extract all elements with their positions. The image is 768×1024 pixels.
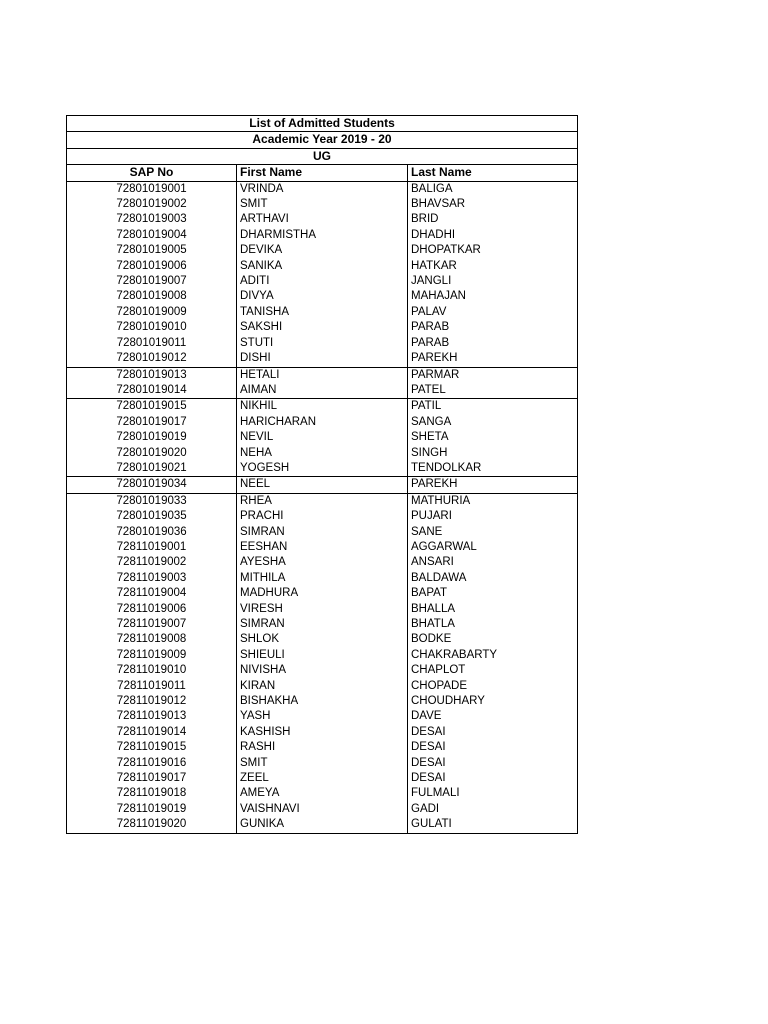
first-name-cell: NEVIL [237,430,408,445]
table-row [67,709,578,724]
last-name-cell: PATIL [408,399,578,415]
last-name-cell: SANE [408,525,578,540]
table-row [67,663,578,678]
sap-no-cell: 72801019003 [67,212,237,227]
sap-no-cell: 72801019009 [67,305,237,320]
table-row [67,617,578,632]
sap-no-cell: 72811019001 [67,540,237,555]
table-row [67,509,578,524]
sap-no-cell: 72801019034 [67,477,237,493]
first-name-cell: SAKSHI [237,320,408,335]
table-row [67,694,578,709]
sap-no-cell: 72801019014 [67,383,237,399]
last-name-cell: AGGARWAL [408,540,578,555]
first-name-cell: DIVYA [237,289,408,304]
first-name-cell: ADITI [237,274,408,289]
last-name-cell: BAPAT [408,586,578,601]
last-name-cell: PUJARI [408,509,578,524]
last-name-cell: HATKAR [408,259,578,274]
first-name-cell: SMIT [237,197,408,212]
table-row [67,212,578,227]
sap-no-cell: 72801019017 [67,415,237,430]
last-name-cell: DESAI [408,771,578,786]
sap-no-cell: 72811019016 [67,756,237,771]
table-row [67,756,578,771]
last-name-cell: SANGA [408,415,578,430]
first-name-cell: HARICHARAN [237,415,408,430]
last-name-cell: PALAV [408,305,578,320]
admitted-students-table [66,115,578,834]
table-row [67,477,578,493]
table-row [67,259,578,274]
table-row [67,399,578,415]
sap-no-cell: 72801019012 [67,351,237,367]
sap-no-cell: 72811019002 [67,555,237,570]
last-name-cell: CHAKRABARTY [408,648,578,663]
column-header-sap-no: SAP No [67,165,237,181]
table-row [67,555,578,570]
sap-no-cell: 72811019009 [67,648,237,663]
document-title: List of Admitted Students [67,116,578,132]
last-name-cell: DHADHI [408,228,578,243]
last-name-cell: BRID [408,212,578,227]
sap-no-cell: 72801019035 [67,509,237,524]
first-name-cell: RASHI [237,740,408,755]
first-name-cell: MADHURA [237,586,408,601]
table-row [67,602,578,617]
table-row [67,725,578,740]
first-name-cell: SMIT [237,756,408,771]
column-header-first-name: First Name [237,165,408,181]
last-name-cell: GULATI [408,817,578,833]
first-name-cell: SHIEULI [237,648,408,663]
last-name-cell: BHALLA [408,602,578,617]
last-name-cell: BALDAWA [408,571,578,586]
table-row [67,525,578,540]
sap-no-cell: 72801019020 [67,446,237,461]
table-row [67,771,578,786]
last-name-cell: FULMALI [408,786,578,801]
first-name-cell: STUTI [237,336,408,351]
last-name-cell: DHOPATKAR [408,243,578,258]
first-name-cell: DEVIKA [237,243,408,258]
sap-no-cell: 72811019014 [67,725,237,740]
academic-year-row [67,132,578,148]
last-name-cell: PAREKH [408,351,578,367]
last-name-cell: PARMAR [408,367,578,383]
table-row [67,274,578,289]
last-name-cell: SHETA [408,430,578,445]
table-row [67,679,578,694]
last-name-cell: CHOUDHARY [408,694,578,709]
last-name-cell: SINGH [408,446,578,461]
sap-no-cell: 72801019013 [67,367,237,383]
last-name-cell: MATHURIA [408,493,578,509]
first-name-cell: KIRAN [237,679,408,694]
academic-year: Academic Year 2019 - 20 [67,132,578,148]
table-row [67,740,578,755]
sap-no-cell: 72811019013 [67,709,237,724]
sap-no-cell: 72801019010 [67,320,237,335]
first-name-cell: KASHISH [237,725,408,740]
first-name-cell: ARTHAVI [237,212,408,227]
table-row [67,571,578,586]
table-row [67,786,578,801]
last-name-cell: PARAB [408,320,578,335]
last-name-cell: DESAI [408,740,578,755]
table-row [67,181,578,197]
first-name-cell: EESHAN [237,540,408,555]
first-name-cell: NEHA [237,446,408,461]
first-name-cell: MITHILA [237,571,408,586]
first-name-cell: GUNIKA [237,817,408,833]
sap-no-cell: 72801019005 [67,243,237,258]
sap-no-cell: 72801019015 [67,399,237,415]
last-name-cell: BALIGA [408,181,578,197]
table-row [67,632,578,647]
title-row [67,116,578,132]
last-name-cell: MAHAJAN [408,289,578,304]
last-name-cell: DESAI [408,725,578,740]
first-name-cell: VAISHNAVI [237,802,408,817]
sap-no-cell: 72811019008 [67,632,237,647]
table-row [67,289,578,304]
sap-no-cell: 72801019007 [67,274,237,289]
last-name-cell: JANGLI [408,274,578,289]
column-header-last-name: Last Name [408,165,578,181]
sap-no-cell: 72811019019 [67,802,237,817]
first-name-cell: ZEEL [237,771,408,786]
first-name-cell: AYESHA [237,555,408,570]
last-name-cell: BODKE [408,632,578,647]
table-row [67,586,578,601]
sap-no-cell: 72801019004 [67,228,237,243]
sap-no-cell: 72811019011 [67,679,237,694]
sap-no-cell: 72811019017 [67,771,237,786]
table-row [67,817,578,833]
first-name-cell: HETALI [237,367,408,383]
first-name-cell: NIVISHA [237,663,408,678]
first-name-cell: DISHI [237,351,408,367]
table-row [67,243,578,258]
last-name-cell: CHOPADE [408,679,578,694]
first-name-cell: NEEL [237,477,408,493]
program-row [67,148,578,164]
sap-no-cell: 72801019021 [67,461,237,477]
first-name-cell: VIRESH [237,602,408,617]
table-row [67,383,578,399]
table-row [67,446,578,461]
table-row [67,197,578,212]
table-row [67,415,578,430]
sap-no-cell: 72801019001 [67,181,237,197]
sap-no-cell: 72801019008 [67,289,237,304]
last-name-cell: TENDOLKAR [408,461,578,477]
table-row [67,336,578,351]
table-row [67,351,578,367]
sap-no-cell: 72801019006 [67,259,237,274]
table-row [67,305,578,320]
last-name-cell: BHAVSAR [408,197,578,212]
first-name-cell: SANIKA [237,259,408,274]
last-name-cell: PAREKH [408,477,578,493]
sap-no-cell: 72811019004 [67,586,237,601]
table-row [67,540,578,555]
last-name-cell: GADI [408,802,578,817]
first-name-cell: DHARMISTHA [237,228,408,243]
table-row [67,461,578,477]
first-name-cell: VRINDA [237,181,408,197]
sap-no-cell: 72801019033 [67,493,237,509]
sap-no-cell: 72811019012 [67,694,237,709]
last-name-cell: PARAB [408,336,578,351]
last-name-cell: DAVE [408,709,578,724]
sap-no-cell: 72811019003 [67,571,237,586]
first-name-cell: RHEA [237,493,408,509]
sap-no-cell: 72801019019 [67,430,237,445]
first-name-cell: AMEYA [237,786,408,801]
table-row [67,367,578,383]
sap-no-cell: 72811019015 [67,740,237,755]
first-name-cell: SIMRAN [237,525,408,540]
table-header-row [67,165,578,181]
first-name-cell: SIMRAN [237,617,408,632]
last-name-cell: ANSARI [408,555,578,570]
sap-no-cell: 72811019020 [67,817,237,833]
first-name-cell: SHLOK [237,632,408,647]
sap-no-cell: 72801019011 [67,336,237,351]
sap-no-cell: 72811019018 [67,786,237,801]
last-name-cell: DESAI [408,756,578,771]
table-row [67,430,578,445]
first-name-cell: NIKHIL [237,399,408,415]
first-name-cell: TANISHA [237,305,408,320]
last-name-cell: CHAPLOT [408,663,578,678]
sap-no-cell: 72811019007 [67,617,237,632]
last-name-cell: PATEL [408,383,578,399]
program-label: UG [67,148,578,164]
table-row [67,320,578,335]
first-name-cell: AIMAN [237,383,408,399]
sap-no-cell: 72801019036 [67,525,237,540]
first-name-cell: BISHAKHA [237,694,408,709]
table-row [67,228,578,243]
table-row [67,493,578,509]
first-name-cell: YOGESH [237,461,408,477]
sap-no-cell: 72811019010 [67,663,237,678]
table-row [67,648,578,663]
sap-no-cell: 72801019002 [67,197,237,212]
first-name-cell: PRACHI [237,509,408,524]
last-name-cell: BHATLA [408,617,578,632]
first-name-cell: YASH [237,709,408,724]
table-row [67,802,578,817]
sap-no-cell: 72811019006 [67,602,237,617]
